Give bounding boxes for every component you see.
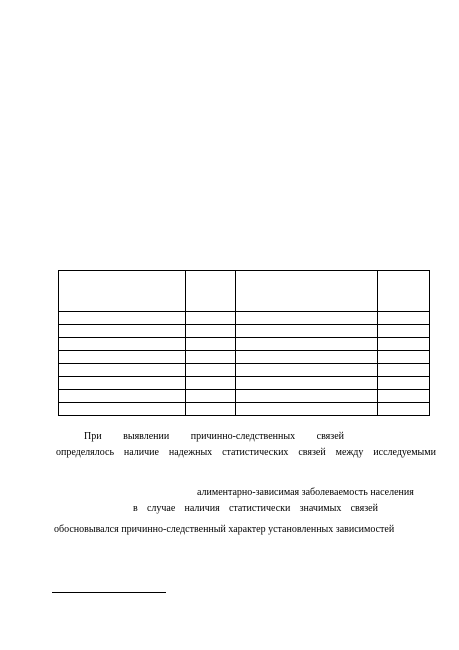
word: в [133,503,138,514]
table-cell [186,271,236,312]
table-header-row [59,271,430,312]
table-cell [236,325,378,338]
table-cell [378,390,430,403]
table-cell [186,390,236,403]
paragraph-line-5: обосновывался причинно-следственный характер установленных зависимостей [54,524,395,535]
table-cell [236,390,378,403]
table-cell [236,312,378,325]
table-cell [236,377,378,390]
word: исследуемыми [373,447,436,458]
table-cell [378,271,430,312]
word: между [335,447,364,458]
table-cell [59,403,186,416]
paragraph-line-4 [133,503,378,515]
word: связей [316,431,344,442]
word: статистически [228,503,291,514]
paragraph-line-3: алиментарно-зависимая заболеваемость населения [197,487,414,498]
word: выявлении [123,431,170,442]
table-cell [378,351,430,364]
table-cell [378,325,430,338]
word: причинно-следственных [190,431,296,442]
footnote-separator [52,592,166,593]
table-cell [236,403,378,416]
word: статистических [222,447,289,458]
word: наличие [123,447,159,458]
word: наличия [184,503,220,514]
table-cell [186,364,236,377]
table-row [59,377,430,390]
word: случае [146,503,176,514]
table-cell [59,351,186,364]
table-cell [378,338,430,351]
table-cell [186,338,236,351]
table-cell [378,312,430,325]
table-row [59,403,430,416]
table-cell [236,271,378,312]
table-cell [236,364,378,377]
table-cell [186,312,236,325]
table-row [59,312,430,325]
word: значимых [299,503,342,514]
table-cell [59,312,186,325]
table-cell [236,338,378,351]
table-row [59,364,430,377]
table-cell [186,403,236,416]
word: При [84,431,102,442]
table-cell [186,351,236,364]
table-cell [59,364,186,377]
word: надежных [168,447,213,458]
word: связей [298,447,326,458]
table-cell [59,271,186,312]
table-row [59,338,430,351]
table-cell [59,325,186,338]
table-cell [236,351,378,364]
table-cell [59,377,186,390]
table-cell [59,390,186,403]
table-cell [378,377,430,390]
table-row [59,351,430,364]
table-cell [378,403,430,416]
table-cell [186,325,236,338]
empty-data-table [58,270,430,416]
table-cell [186,377,236,390]
paragraph-line-1 [84,431,344,443]
table-row [59,325,430,338]
paragraph-line-2 [56,447,436,459]
word: связей [350,503,378,514]
table-cell [378,364,430,377]
word: определялось [56,447,115,458]
table-cell [59,338,186,351]
table-row [59,390,430,403]
